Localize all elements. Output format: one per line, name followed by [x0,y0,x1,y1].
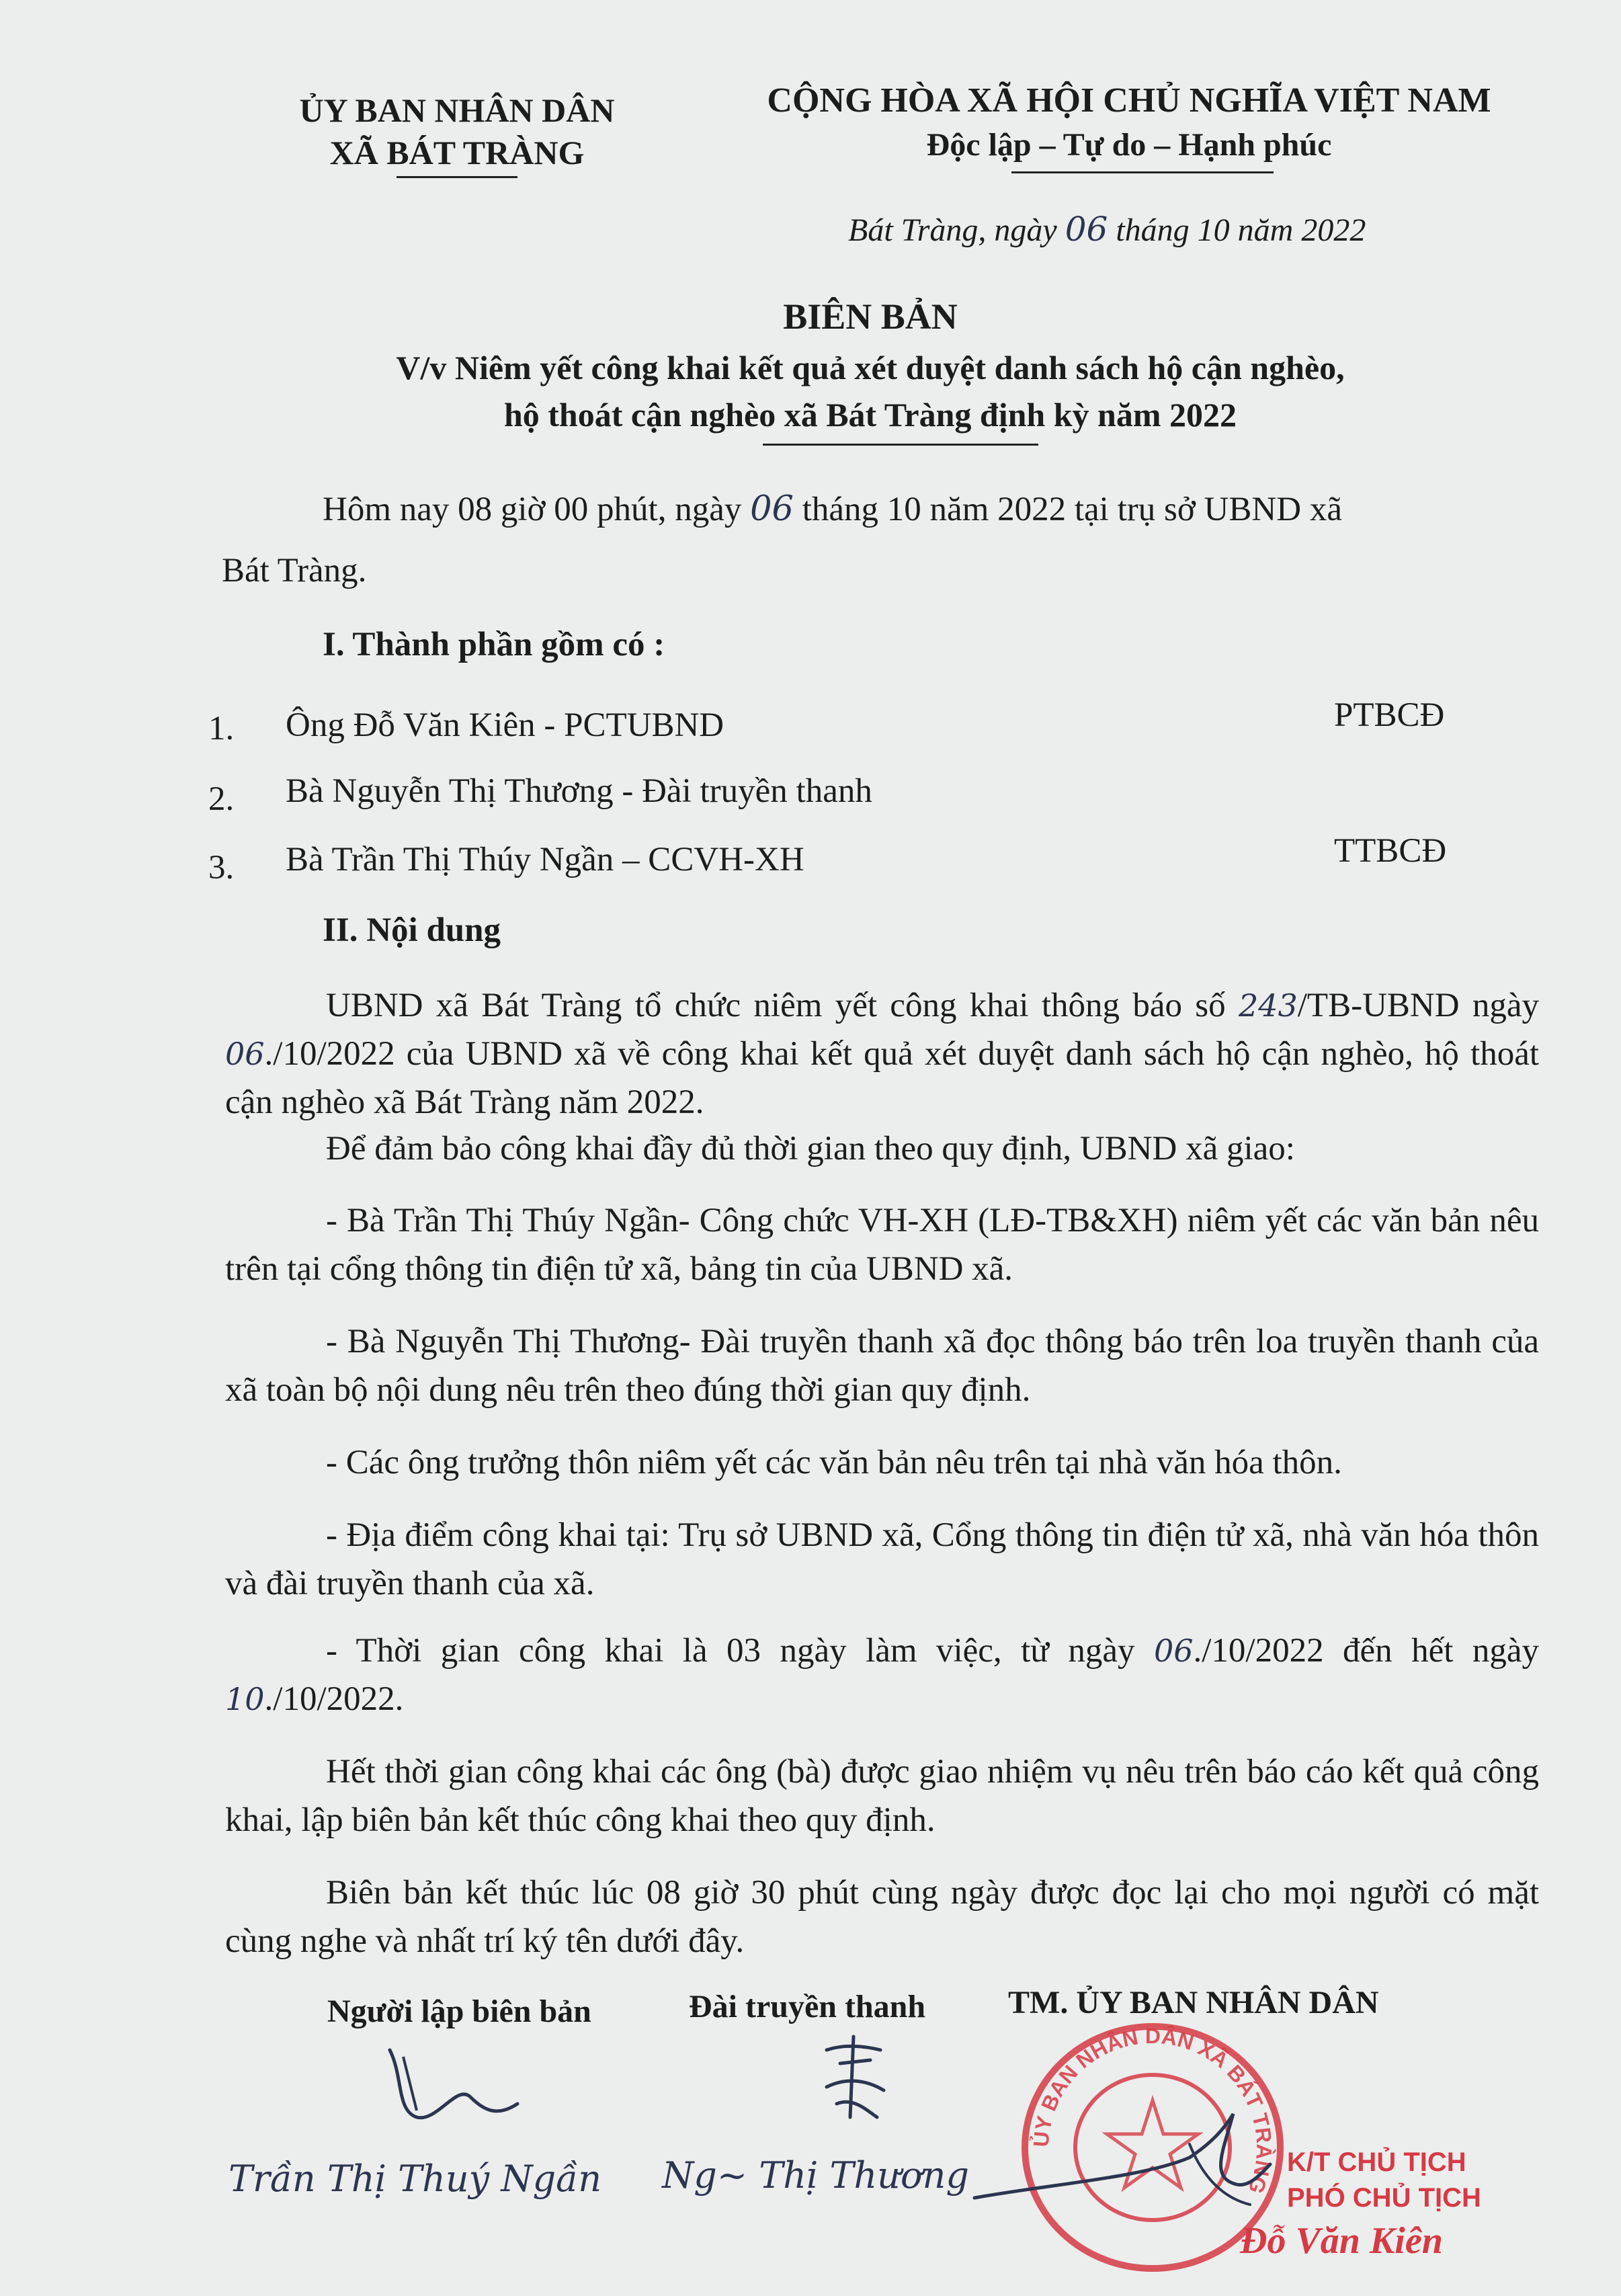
content-paragraph-6: - Địa điểm công khai tại: Trụ sở UBND xã, Cổng thông tin điện tử xã, nhà văn hóa thôn và đài truyền thanh của xã. [225,1516,1539,1602]
signature-title-committee: TM. ỦY BAN NHÂN DÂN [1008,1985,1379,2020]
signature-vice-chairman [968,2104,1277,2218]
signature-preparer [376,2037,524,2137]
nation-motto: Độc lập – Tự do – Hạnh phúc [926,127,1332,163]
doc-title: BIÊN BẢN [783,296,958,337]
date-prefix: Bát Tràng, ngày [848,212,1057,248]
signer-name-radio: Ng~ Thị Thương [662,2154,969,2197]
member-text: Bà Trần Thị Thúy Ngần – CCVH-XH [286,841,804,878]
org-underline [397,176,517,178]
section1-heading: I. Thành phần gồm có : [323,626,665,663]
content-paragraph-1 [225,981,1539,1126]
p7-text-c: ./10/2022. [264,1680,404,1718]
content-paragraph-3: - Bà Trần Thị Thúy Ngần- Công chức VH-XH (LĐ-TB&XH) niêm yết các văn bản nêu trên tại cổng thông tin điện tử xã, bảng tin của UBND xã. [225,1202,1539,1288]
signature-title-radio: Đài truyền thanh [689,1989,926,2024]
end-day-handwritten: 10 [225,1681,265,1717]
signer-position-2: PHÓ CHỦ TỊCH [1287,2183,1481,2213]
member-number: 1. [208,710,235,747]
content-paragraph-2: Để đảm bảo công khai đầy đủ thời gian theo quy định, UBND xã giao: [326,1130,1295,1167]
intro-line2: Bát Tràng. [222,552,367,589]
intro-text-b: tháng 10 năm 2022 tại trụ sở UBND xã [802,491,1342,528]
member-text: Ông Đỗ Văn Kiên - PCTUBND [286,706,724,744]
p1-text-c: ./10/2022 của UBND xã về công khai kết quả xét duyệt danh sách hộ cận nghèo, hộ thoát cận nghèo xã Bát Tràng năm 2022. [225,1035,1539,1121]
date-suffix: tháng 10 năm 2022 [1116,212,1366,248]
content-paragraph-4: - Bà Nguyễn Thị Thương- Đài truyền thanh xã đọc thông báo trên loa truyền thanh của xã toàn bộ nội dung nêu trên theo đúng thời gian quy định. [225,1323,1539,1409]
p7-text-a: - Thời gian công khai là 03 ngày làm việc, từ ngày [326,1632,1135,1670]
member-number: 2. [208,780,235,818]
member-role: TTBCĐ [1334,832,1447,870]
notice-number-handwritten: 243 [1238,987,1298,1024]
content-paragraph-9: Biên bản kết thúc lúc 08 giờ 30 phút cùng ngày được đọc lại cho mọi người có mặt cùng nghe và nhất trí ký tên dưới đây. [225,1874,1539,1960]
intro-text-a: Hôm nay 08 giờ 00 phút, ngày [323,491,742,528]
notice-day-handwritten: 06 [225,1036,265,1072]
start-day-handwritten: 06 [1153,1633,1194,1669]
signature-title-preparer: Người lập biên bản [327,1994,591,2029]
signer-name-vice-chairman: Đỗ Văn Kiên [1240,2220,1443,2262]
signature-radio [806,2030,894,2131]
doc-subject-line1: V/v Niêm yết công khai kết quả xét duyệt danh sách hộ cận nghèo, [396,349,1345,386]
member-role: PTBCĐ [1334,696,1445,734]
signer-position-1: K/T CHỦ TỊCH [1287,2147,1466,2177]
date-line [848,210,1366,249]
date-day-handwritten: 06 [1065,210,1108,249]
member-text: Bà Nguyễn Thị Thương - Đài truyền thanh [286,772,872,810]
intro-line1 [323,489,1342,529]
motto-underline [1011,171,1274,173]
org-name-line2: XÃ BÁT TRÀNG [329,134,585,171]
content-paragraph-7 [225,1627,1539,1723]
org-name-line1: ỦY BAN NHÂN DÂN [299,91,615,129]
section2-heading: II. Nội dung [323,911,501,949]
p7-text-b: ./10/2022 đến hết ngày [1193,1632,1540,1670]
intro-day-handwritten: 06 [750,489,794,529]
member-number: 3. [208,849,235,887]
p1-text-b: /TB-UBND ngày [1297,987,1540,1024]
signer-name-preparer: Trần Thị Thuý Ngần [228,2158,602,2200]
nation-title: CỘNG HÒA XÃ HỘI CHỦ NGHĨA VIỆT NAM [767,81,1491,120]
content-paragraph-5: - Các ông trưởng thôn niêm yết các văn bản nêu trên tại nhà văn hóa thôn. [326,1444,1342,1481]
doc-subject-line2: hộ thoát cận nghèo xã Bát Tràng định kỳ năm 2022 [503,396,1237,434]
seal-text: ỦY BAN NHÂN DÂN XÃ BÁT TRÀNG [1028,2023,1277,2197]
content-paragraph-8: Hết thời gian công khai các ông (bà) được giao nhiệm vụ nêu trên báo cáo kết quả công khai, lập biên bản kết thúc công khai theo quy định. [225,1753,1539,1839]
subject-underline [763,444,1038,446]
p1-text-a: UBND xã Bát Tràng tổ chức niêm yết công khai thông báo số [326,987,1226,1024]
